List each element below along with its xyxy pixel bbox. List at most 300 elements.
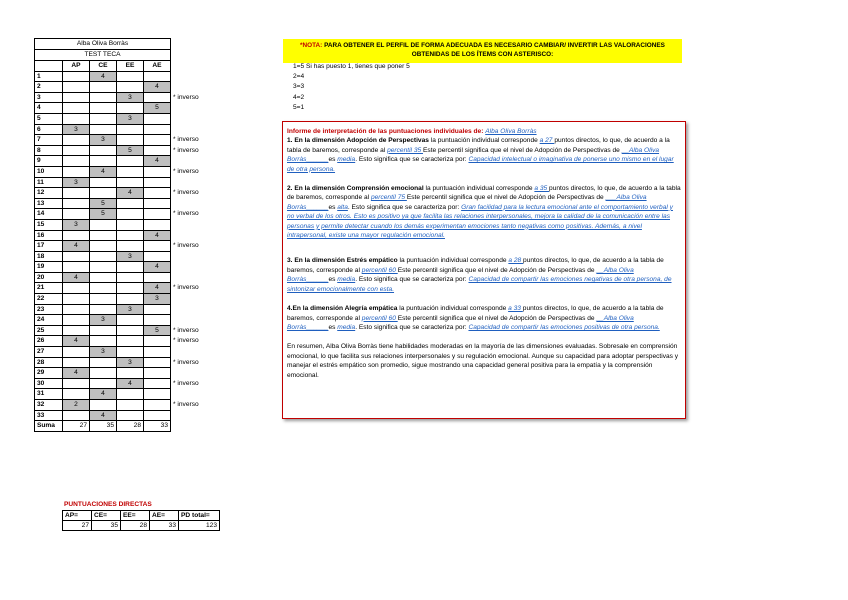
- p2-t1: la puntuación individual corresponde: [423, 185, 535, 193]
- item-score: 4: [63, 272, 90, 283]
- item-number: 27: [35, 347, 63, 358]
- direct-value-total: 123: [179, 521, 220, 531]
- empty-cell: [144, 166, 171, 177]
- test-row: [35, 378, 202, 389]
- empty-cell: [90, 124, 117, 135]
- empty-cell: [144, 304, 171, 315]
- p1-level: media: [337, 156, 356, 164]
- test-table-body: [35, 39, 202, 432]
- empty-cell: [90, 230, 117, 241]
- p2-title: 2. En la dimensión Comprensión emocional: [287, 185, 424, 193]
- p4-percentile: percentil 60: [361, 314, 398, 322]
- direct-header-ap: AP=: [63, 511, 92, 521]
- p3-t2: puntos directos, lo que, de acuerdo a la tabla de baremos, corresponde al: [287, 257, 664, 274]
- item-score: 4: [90, 389, 117, 400]
- report-paragraph-ee: [287, 256, 681, 294]
- test-person-name: Alba Oliva Borràs: [35, 39, 171, 50]
- header-ap: AP: [63, 61, 90, 72]
- inverse-marker: * inverso: [173, 284, 199, 292]
- blank-cell: [171, 294, 202, 305]
- empty-cell: [144, 209, 171, 220]
- empty-cell: [144, 198, 171, 209]
- p2-score: a 35: [534, 185, 550, 193]
- item-score: 3: [63, 124, 90, 135]
- p2-description: Gran facilidad para la lectura emocional ante el comportamiento verbal y no verbal de los otros. Esto es positivo ya que facilita las relaciones interpersonales, mejora la calidad de la comunicación entre las personas y permite detectar cuando los demás experimentan emociones tanto negativas como positivas. Además, a nivel intrapersonal, existe una mayor regulación emocional.: [287, 203, 673, 240]
- empty-cell: [117, 368, 144, 379]
- item-number: 32: [35, 400, 63, 411]
- p4-description: Capacidad de compartir las emociones positivas de otra persona.: [468, 323, 660, 331]
- test-row: [35, 103, 202, 114]
- empty-cell: [144, 71, 171, 82]
- empty-cell: [63, 230, 90, 241]
- equivalence-list: [293, 62, 410, 113]
- item-number: 29: [35, 368, 63, 379]
- item-number: 2: [35, 82, 63, 93]
- empty-cell: [117, 177, 144, 188]
- direct-value-ap: 27: [63, 521, 92, 531]
- empty-cell: [63, 262, 90, 273]
- empty-cell: [90, 283, 117, 294]
- empty-cell: [63, 410, 90, 421]
- empty-cell: [90, 294, 117, 305]
- p4-t5: . Esto significa que se caracteriza por:: [355, 323, 469, 331]
- empty-cell: [63, 113, 90, 124]
- direct-header-ce: CE=: [92, 511, 121, 521]
- header-ee: EE: [117, 61, 144, 72]
- item-number: 11: [35, 177, 63, 188]
- direct-scores-header-row: [63, 511, 220, 521]
- p1-t1: la puntuación individual corresponde: [428, 137, 540, 145]
- empty-cell: [144, 347, 171, 358]
- empty-cell: [144, 177, 171, 188]
- empty-cell: [144, 357, 171, 368]
- item-number: 16: [35, 230, 63, 241]
- sum-value: 35: [90, 421, 117, 432]
- sum-label: Suma: [35, 421, 63, 432]
- blank-cell: [171, 347, 202, 358]
- item-score: 4: [63, 241, 90, 252]
- test-header-row: [35, 61, 202, 72]
- note-banner: [283, 39, 682, 63]
- blank-cell: [171, 410, 202, 421]
- test-row: [35, 357, 202, 368]
- test-name-row: [35, 39, 202, 50]
- empty-cell: [117, 262, 144, 273]
- inverse-marker: * inverso: [173, 358, 199, 366]
- item-score: 3: [90, 135, 117, 146]
- direct-value-ae: 33: [150, 521, 179, 531]
- test-row: [35, 262, 202, 273]
- direct-value-ce: 35: [92, 521, 121, 531]
- empty-cell: [90, 241, 117, 252]
- item-score: 4: [144, 156, 171, 167]
- p3-name: __Alba Oliva Borràs______: [287, 266, 634, 284]
- inverse-marker: * inverso: [173, 189, 199, 197]
- item-number: 9: [35, 156, 63, 167]
- p3-title: 3. En la dimensión Estrés empático: [287, 257, 398, 265]
- item-score: 3: [63, 177, 90, 188]
- p4-t4: es: [328, 323, 338, 331]
- item-number: 5: [35, 113, 63, 124]
- p1-t5: . Esto significa que se caracteriza por:: [355, 156, 469, 164]
- empty-cell: [90, 82, 117, 93]
- test-row: [35, 92, 202, 103]
- item-number: 4: [35, 103, 63, 114]
- p3-percentile: percentil 60: [361, 266, 398, 274]
- item-number: 18: [35, 251, 63, 262]
- inverse-marker: * inverso: [173, 379, 199, 387]
- p1-score: a 27: [539, 137, 555, 145]
- test-row: [35, 124, 202, 135]
- item-number: 1: [35, 71, 63, 82]
- blank-cell: [171, 262, 202, 273]
- equivalence-item: 5=1: [293, 103, 305, 111]
- item-score: 3: [117, 357, 144, 368]
- blank-cell: [171, 251, 202, 262]
- empty-cell: [63, 389, 90, 400]
- empty-cell: [63, 92, 90, 103]
- item-number: 14: [35, 209, 63, 220]
- empty-cell: [117, 315, 144, 326]
- p3-t3: Este percentil significa que el nivel de Adopción de Perspectivas de: [397, 266, 597, 274]
- item-score: 4: [63, 336, 90, 347]
- test-row: [35, 389, 202, 400]
- empty-cell: [90, 188, 117, 199]
- empty-cell: [117, 347, 144, 358]
- empty-cell: [117, 241, 144, 252]
- blank-cell: [171, 124, 202, 135]
- test-row: [35, 283, 202, 294]
- equivalence-item: 1=5 Si has puesto 1, tienes que poner 5: [293, 63, 410, 70]
- test-row: [35, 400, 202, 411]
- note-prefix: *NOTA:: [300, 42, 323, 49]
- test-row: [35, 209, 202, 220]
- report-paragraph-ae: [287, 304, 681, 332]
- test-row: [35, 156, 202, 167]
- p3-t4: es: [328, 276, 338, 284]
- inverse-marker: * inverso: [173, 210, 199, 218]
- p3-score: a 28: [508, 257, 524, 265]
- empty-cell: [117, 135, 144, 146]
- empty-cell: [90, 177, 117, 188]
- empty-cell: [144, 124, 171, 135]
- item-score: 5: [144, 325, 171, 336]
- empty-cell: [63, 103, 90, 114]
- item-score: 5: [117, 145, 144, 156]
- direct-scores-title: PUNTUACIONES DIRECTAS: [64, 501, 152, 508]
- item-score: 4: [144, 230, 171, 241]
- item-score: 5: [90, 198, 117, 209]
- blank-cell: [171, 198, 202, 209]
- note-text: PARA OBTENER EL PERFIL DE FORMA ADECUADA ES NECESARIO CAMBIAR/ INVERTIR LAS VALORACIONES OBTENIDAS DE LOS ÍTEMS CON ASTERISCO:: [322, 42, 665, 58]
- test-row: [35, 241, 202, 252]
- item-number: 12: [35, 188, 63, 199]
- test-row: [35, 272, 202, 283]
- p1-t3: Este percentil significa que el nivel de Adopción de Perspectivas de: [423, 146, 622, 154]
- equivalence-item: 2=4: [293, 73, 305, 81]
- empty-cell: [144, 251, 171, 262]
- empty-cell: [117, 71, 144, 82]
- empty-cell: [117, 336, 144, 347]
- item-number: 15: [35, 219, 63, 230]
- inverse-marker: * inverso: [173, 401, 199, 408]
- blank-cell: [171, 272, 202, 283]
- p1-name: __Alba Oliva Borràs______: [287, 146, 660, 164]
- blank-cell: [171, 219, 202, 230]
- test-row: [35, 135, 202, 146]
- empty-cell: [90, 92, 117, 103]
- empty-cell: [117, 294, 144, 305]
- header-ce: CE: [90, 61, 117, 72]
- test-row: [35, 166, 202, 177]
- item-number: 17: [35, 241, 63, 252]
- test-row: [35, 145, 202, 156]
- empty-cell: [144, 241, 171, 252]
- item-number: 23: [35, 304, 63, 315]
- p3-t1: la puntuación individual corresponde: [397, 257, 509, 265]
- empty-cell: [117, 198, 144, 209]
- empty-cell: [117, 156, 144, 167]
- inverse-marker: * inverso: [173, 167, 199, 175]
- blank-cell: [171, 156, 202, 167]
- empty-cell: [63, 315, 90, 326]
- item-number: 13: [35, 198, 63, 209]
- report-summary: En resumen, Alba Oliva Borràs tiene habilidades moderadas en la mayoría de las dimensiones evaluadas. Sobresale en comprensión emocional, lo que facilita sus relaciones interpersonales y su regulación emocional. Aunque su capacidad para adoptar perspectivas y manejar el estrés empático son promedio, sigue mostrando una capacidad general positiva para la empatía y la comprensión emocional.: [287, 343, 679, 379]
- empty-cell: [117, 325, 144, 336]
- direct-scores-value-row: [63, 521, 220, 531]
- item-number: 24: [35, 315, 63, 326]
- test-row: [35, 368, 202, 379]
- empty-cell: [117, 209, 144, 220]
- empty-cell: [90, 304, 117, 315]
- empty-cell: [90, 325, 117, 336]
- item-score: 4: [144, 82, 171, 93]
- empty-cell: [144, 389, 171, 400]
- equivalence-item: 3=3: [293, 83, 305, 91]
- blank-cell: [171, 230, 202, 241]
- empty-cell: [117, 219, 144, 230]
- p1-t2: puntos directos, lo que, de acuerdo a la tabla de baremos, corresponde al: [287, 137, 670, 154]
- empty-cell: [90, 262, 117, 273]
- p4-t3: Este percentil significa que el nivel de Adopción de Perspectivas de: [397, 314, 597, 322]
- empty-cell: [90, 251, 117, 262]
- empty-cell: [117, 389, 144, 400]
- empty-cell: [90, 145, 117, 156]
- empty-cell: [63, 251, 90, 262]
- item-number: 6: [35, 124, 63, 135]
- empty-cell: [63, 357, 90, 368]
- empty-cell: [90, 336, 117, 347]
- p2-name: ___Alba Oliva Borràs______: [287, 194, 647, 211]
- p4-score: a 33: [508, 305, 523, 313]
- empty-cell: [117, 400, 144, 411]
- blank-cell: [171, 113, 202, 124]
- test-subtitle-row: [35, 50, 202, 61]
- p1-percentile: percentil 35: [387, 146, 423, 154]
- empty-cell: [117, 230, 144, 241]
- item-score: 4: [117, 188, 144, 199]
- empty-cell: [90, 272, 117, 283]
- test-row: [35, 219, 202, 230]
- empty-cell: [63, 347, 90, 358]
- item-number: 8: [35, 145, 63, 156]
- item-number: 21: [35, 283, 63, 294]
- blank-cell: [171, 71, 202, 82]
- item-number: 19: [35, 262, 63, 273]
- inverse-marker: * inverso: [173, 242, 199, 250]
- p4-level: media: [337, 323, 356, 331]
- header-blank-cell: [35, 61, 63, 72]
- p1-t4: es: [328, 156, 338, 164]
- empty-cell: [117, 283, 144, 294]
- p2-t5: . Esto significa que se caracteriza por:: [347, 203, 462, 211]
- empty-cell: [63, 188, 90, 199]
- empty-cell: [90, 378, 117, 389]
- report-heading-name: Alba Oliva Borràs: [485, 128, 537, 135]
- empty-cell: [90, 357, 117, 368]
- item-score: 5: [144, 103, 171, 114]
- item-score: 4: [90, 410, 117, 421]
- empty-cell: [144, 368, 171, 379]
- p2-level: alta: [337, 203, 348, 211]
- item-number: 33: [35, 410, 63, 421]
- item-number: 31: [35, 389, 63, 400]
- blank-cell: [171, 304, 202, 315]
- equivalence-item: 4=2: [293, 93, 305, 101]
- sum-value: 27: [63, 421, 90, 432]
- report-heading-text: Informe de interpretación de las puntuaciones individuales de:: [287, 128, 484, 135]
- test-subtitle: TEST TECA: [35, 50, 171, 61]
- item-score: 4: [117, 378, 144, 389]
- item-score: 3: [90, 315, 117, 326]
- test-table: [34, 38, 202, 432]
- item-score: 4: [90, 71, 117, 82]
- p4-t2: puntos directos, lo que, de acuerdo a la tabla de baremos, corresponde al: [287, 305, 664, 322]
- item-number: 28: [35, 357, 63, 368]
- empty-cell: [144, 410, 171, 421]
- direct-value-ee: 28: [121, 521, 150, 531]
- empty-cell: [144, 336, 171, 347]
- item-score: 3: [63, 219, 90, 230]
- empty-cell: [63, 294, 90, 305]
- empty-cell: [63, 198, 90, 209]
- p2-t3: Este percentil significa que el nivel de Adopción de Perspectivas de: [406, 194, 606, 202]
- item-number: 30: [35, 378, 63, 389]
- blank-cell: [171, 177, 202, 188]
- empty-cell: [117, 272, 144, 283]
- test-row: [35, 347, 202, 358]
- empty-cell: [144, 92, 171, 103]
- empty-cell: [63, 82, 90, 93]
- empty-cell: [63, 135, 90, 146]
- inverse-marker: * inverso: [173, 326, 199, 334]
- item-number: 20: [35, 272, 63, 283]
- empty-cell: [144, 315, 171, 326]
- item-score: 4: [90, 166, 117, 177]
- item-number: 22: [35, 294, 63, 305]
- test-row: [35, 304, 202, 315]
- blank-cell: [171, 82, 202, 93]
- item-score: 2: [63, 400, 90, 411]
- item-number: 10: [35, 166, 63, 177]
- empty-cell: [117, 410, 144, 421]
- empty-cell: [63, 145, 90, 156]
- test-row: [35, 294, 202, 305]
- p1-description: Capacidad intelectual o imaginativa de ponerse uno mismo en el lugar de otra persona.: [287, 156, 674, 173]
- direct-header-ee: EE=: [121, 511, 150, 521]
- test-row: [35, 113, 202, 124]
- inverse-marker: * inverso: [173, 146, 199, 154]
- empty-cell: [90, 219, 117, 230]
- test-row: [35, 336, 202, 347]
- item-number: 26: [35, 336, 63, 347]
- report-paragraph-ce: [287, 184, 681, 240]
- empty-cell: [117, 103, 144, 114]
- inverse-marker: * inverso: [173, 136, 199, 144]
- empty-cell: [63, 166, 90, 177]
- empty-cell: [63, 378, 90, 389]
- report-heading: [287, 127, 681, 136]
- p4-t1: la puntuación individual corresponde: [397, 305, 509, 313]
- p2-t4: es: [328, 203, 338, 211]
- item-score: 3: [117, 251, 144, 262]
- empty-cell: [63, 283, 90, 294]
- blank-cell: [171, 315, 202, 326]
- inverse-marker: * inverso: [173, 337, 199, 345]
- empty-cell: [144, 219, 171, 230]
- test-row: [35, 325, 202, 336]
- inverse-marker: * inverso: [173, 93, 199, 101]
- test-row: [35, 410, 202, 421]
- empty-cell: [63, 156, 90, 167]
- empty-cell: [144, 188, 171, 199]
- empty-cell: [144, 272, 171, 283]
- empty-cell: [90, 368, 117, 379]
- item-score: 3: [117, 92, 144, 103]
- test-row: [35, 315, 202, 326]
- empty-cell: [90, 156, 117, 167]
- item-score: 3: [117, 304, 144, 315]
- p3-t5: . Esto significa que se caracteriza por:: [355, 276, 469, 284]
- p2-percentile: percentil 75: [370, 194, 407, 202]
- test-row: [35, 230, 202, 241]
- item-score: 4: [144, 262, 171, 273]
- report-paragraph-ap: [287, 136, 681, 174]
- empty-cell: [117, 166, 144, 177]
- p2-t2: puntos directos, lo que, de acuerdo a la tabla de baremos, corresponde al: [287, 185, 681, 202]
- sum-value: 28: [117, 421, 144, 432]
- interpretation-report: [282, 121, 686, 419]
- empty-cell: [63, 209, 90, 220]
- header-ae: AE: [144, 61, 171, 72]
- item-score: 3: [117, 113, 144, 124]
- item-number: 3: [35, 92, 63, 103]
- empty-cell: [90, 400, 117, 411]
- item-score: 3: [144, 294, 171, 305]
- empty-cell: [63, 325, 90, 336]
- empty-cell: [144, 135, 171, 146]
- blank-cell: [171, 368, 202, 379]
- empty-cell: [144, 378, 171, 389]
- p3-description: Capacidad de compartir las emociones negativas de otra persona, de sintonizar emocionalmente con esta.: [287, 276, 672, 293]
- empty-cell: [144, 145, 171, 156]
- test-row: [35, 188, 202, 199]
- item-number: 7: [35, 135, 63, 146]
- empty-cell: [63, 304, 90, 315]
- test-row: [35, 71, 202, 82]
- empty-cell: [144, 113, 171, 124]
- empty-cell: [144, 400, 171, 411]
